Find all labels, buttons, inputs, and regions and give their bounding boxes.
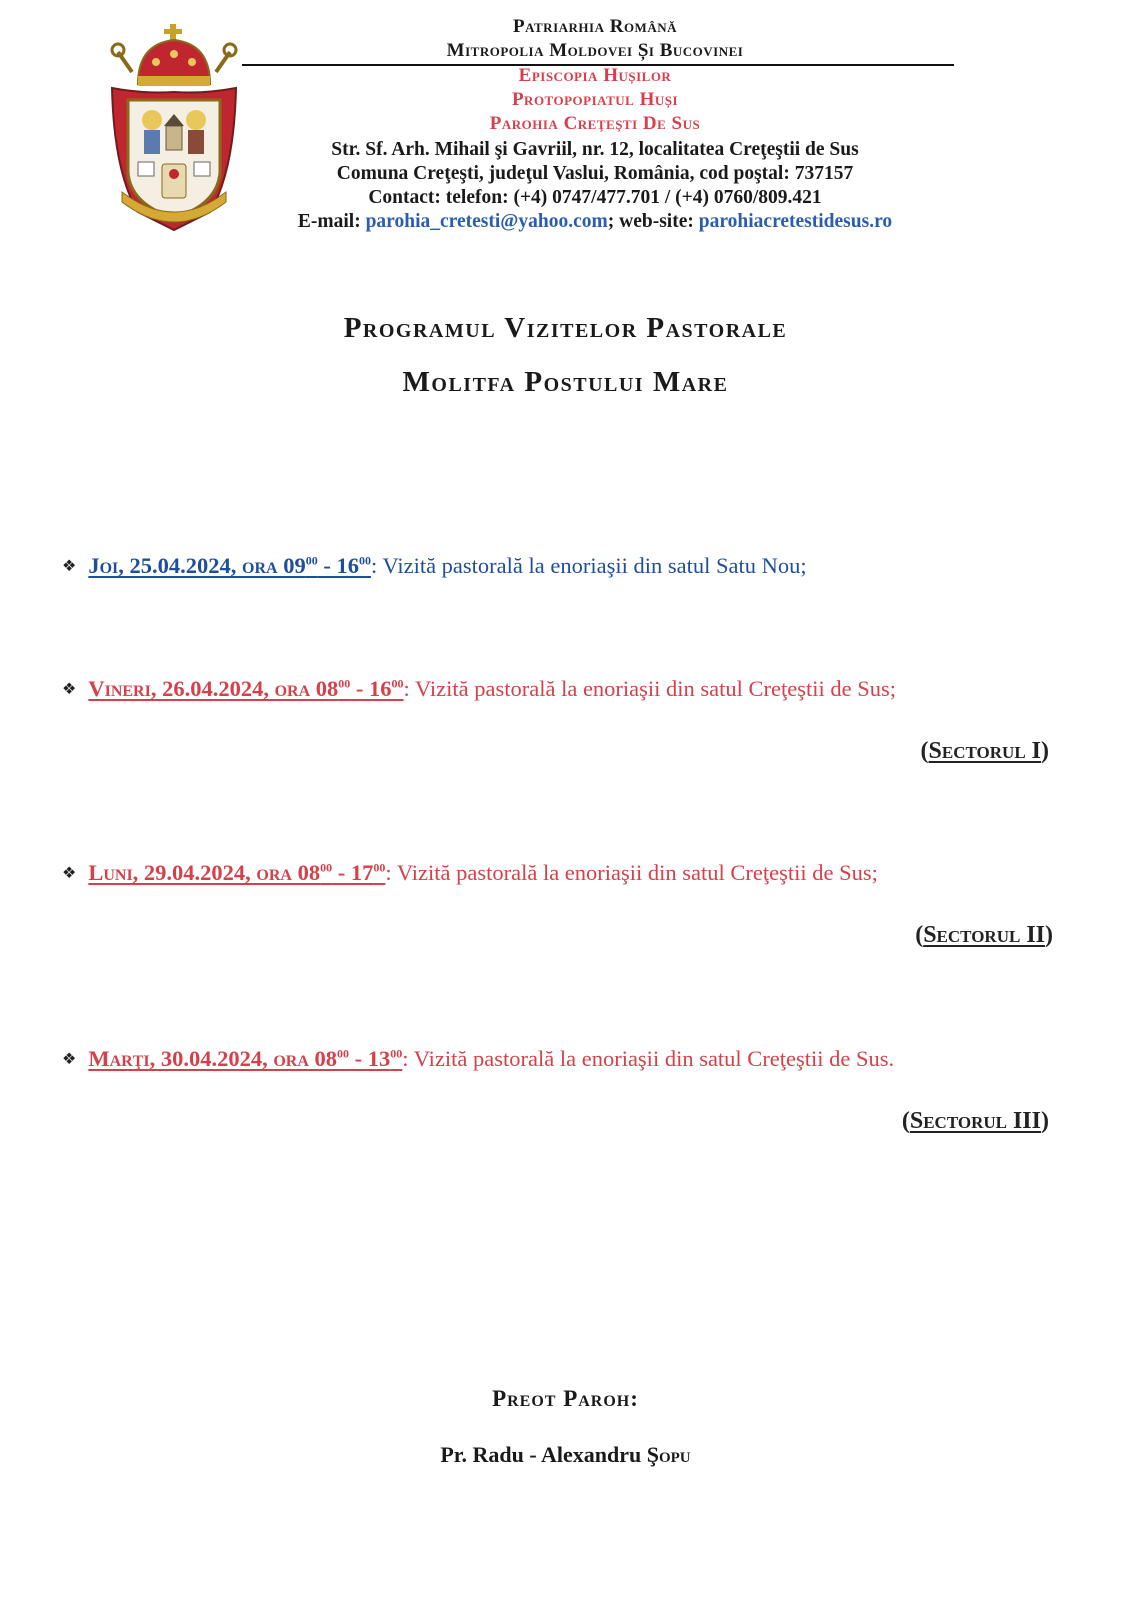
sector-label-2: (Sectorul II) bbox=[915, 922, 1053, 948]
sector-label-1: (Sectorul I) bbox=[920, 738, 1049, 764]
schedule-date: Marţi, 30.04.2024, ora $08^{00} - 13^{00}$ bbox=[88, 1046, 403, 1071]
address-line-1: Str. Sf. Arh. Mihail şi Gavriil, nr. 12, localitatea Creţeştii de Sus bbox=[331, 139, 859, 160]
contact-web-line bbox=[250, 211, 940, 233]
website-link[interactable]: parohiacretestidesus.ro bbox=[698, 211, 893, 232]
email-label: E-mail: bbox=[297, 211, 361, 232]
parish-name: Parohia Creţeşti De Sus bbox=[489, 113, 701, 134]
metropolis-name: Mitropolia Moldovei Și Bucovinei bbox=[446, 40, 744, 61]
schedule-description: Vizită pastorală la enoriaşii din satul Creţeştii de Sus; bbox=[415, 676, 897, 701]
sector-label-3: (Sectorul III) bbox=[901, 1108, 1049, 1134]
schedule-description: Vizită pastorală la enoriaşii din satul Satu Nou; bbox=[382, 553, 807, 578]
address-line-2: Comuna Creţeşti, judeţul Vaslui, România, cod poştal: 737157 bbox=[336, 163, 854, 184]
bullet-icon: ❖ bbox=[62, 681, 77, 698]
signature-role: Preot Paroh: bbox=[492, 1386, 639, 1411]
contact-separator: ; bbox=[607, 211, 615, 232]
schedule-description: Vizită pastorală la enoriaşii din satul Creţeştii de Sus. bbox=[413, 1046, 895, 1071]
schedule-description: Vizită pastorală la enoriaşii din satul Creţeştii de Sus; bbox=[396, 860, 878, 885]
deanery-name: Protopopiatul Huși bbox=[511, 89, 679, 110]
bullet-icon: ❖ bbox=[62, 558, 77, 575]
schedule-item-4: ❖ Marţi, 30.04.2024, ora $08^{00} - 13^{00}$: Vizită pastorală la enoriaşii din satul Creţeştii de Sus. bbox=[62, 1046, 895, 1071]
email-link[interactable]: parohia_cretesti@yahoo.com bbox=[365, 211, 608, 232]
website-label: web-site: bbox=[619, 211, 694, 232]
schedule-date: Luni, 29.04.2024, ora $08^{00} - 17^{00}$ bbox=[88, 860, 386, 885]
bullet-icon: ❖ bbox=[62, 1051, 77, 1068]
bullet-icon: ❖ bbox=[62, 865, 77, 882]
schedule-item-3: ❖ Luni, 29.04.2024, ora $08^{00} - 17^{00}$: Vizită pastorală la enoriaşii din satul Creţeştii de Sus; bbox=[62, 860, 878, 885]
document-title: Programul Vizitelor Pastorale bbox=[343, 312, 788, 344]
signature-name: Pr. Radu - Alexandru Şopu bbox=[440, 1442, 691, 1467]
episcopal-crest-icon bbox=[108, 22, 240, 234]
diocese-name: Episcopia Hușilor bbox=[518, 65, 672, 86]
document-subtitle: Molitfa Postului Mare bbox=[402, 366, 729, 398]
schedule-date: Vineri, 26.04.2024, ora $08^{00} - 16^{00}$ bbox=[88, 676, 404, 701]
contact-phone: Contact: telefon: (+4) 0747/477.701 / (+4) 0760/809.421 bbox=[368, 187, 822, 208]
schedule-date: Joi, 25.04.2024, ora $09^{00} - 16^{00}$ bbox=[88, 553, 371, 578]
schedule-item-2: ❖ Vineri, 26.04.2024, ora $08^{00} - 16^{00}$: Vizită pastorală la enoriaşii din satul Creţeştii de Sus; bbox=[62, 676, 897, 701]
schedule-item-1: ❖ Joi, 25.04.2024, ora $09^{00} - 16^{00}$: Vizită pastorală la enoriaşii din satul Satu Nou; bbox=[62, 553, 807, 578]
patriarchate-name: Patriarhia Română bbox=[512, 16, 677, 37]
